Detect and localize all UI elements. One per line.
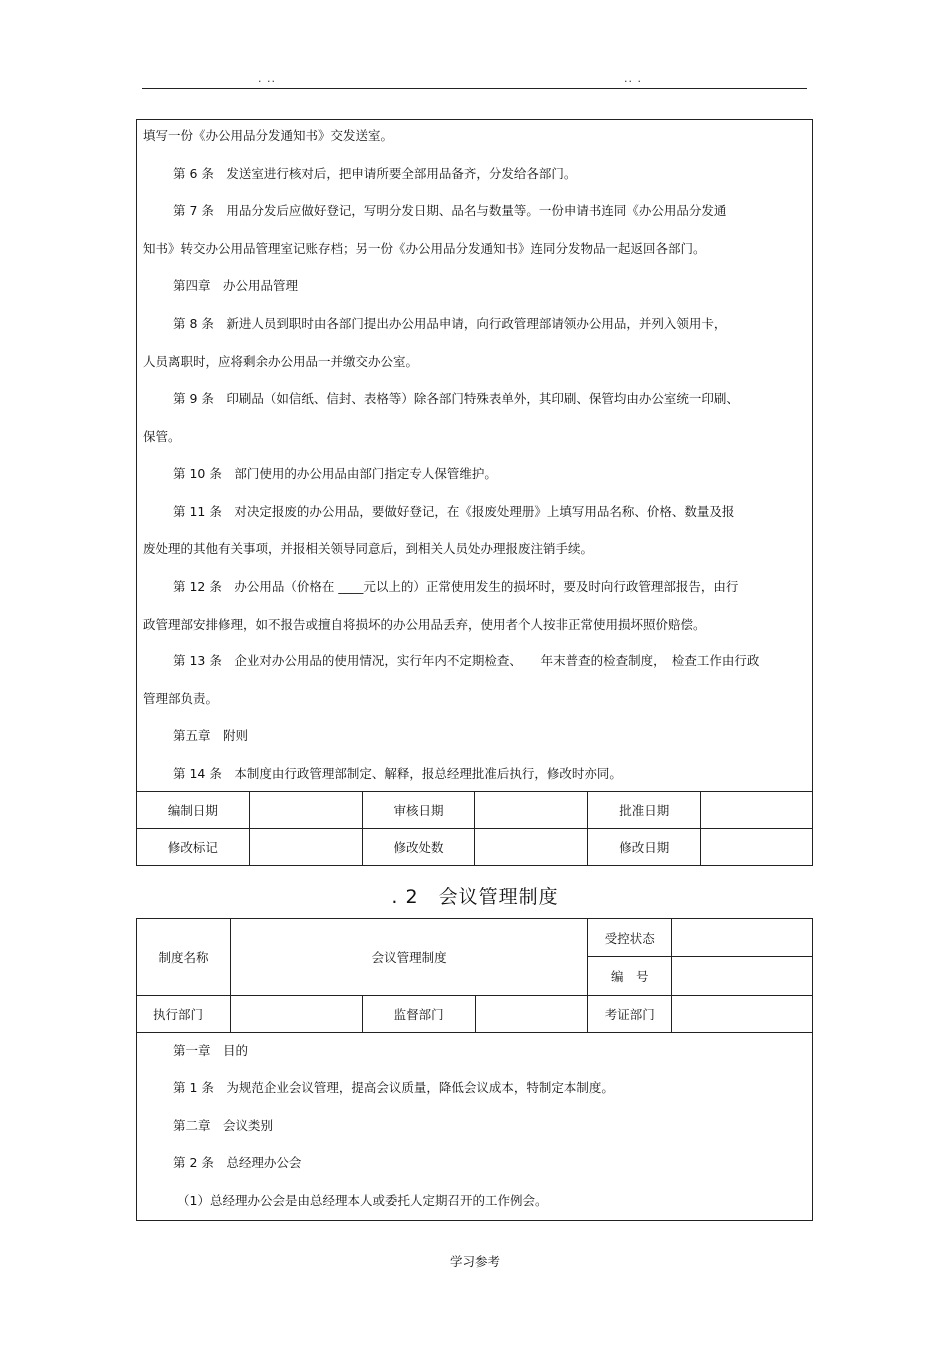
revision-count-value [475,829,588,866]
rule-name-label: 制度名称 [137,919,231,996]
rule-line: 第 11 条 对决定报废的办公用品，要做好登记，在《报废处理册》上填写用品名称、价格、数量及报 [173,504,735,519]
rule-line: 第 7 条 用品分发后应做好登记，写明分发日期、品名与数量等。一份申请书连同《办公用品分发通 [173,203,727,218]
section-title: . 2 会议管理制度 [391,886,559,908]
rule-line: 第 1 条 为规范企业会议管理，提高会议质量，降低会议成本，特制定本制度。 [173,1080,614,1095]
revision-count-label: 修改处数 [362,829,475,866]
rule-line: （1）总经理办公会是由总经理本人或委托人定期召开的工作例会。 [177,1193,548,1208]
supervise-dept-label: 监督部门 [362,996,475,1033]
rule-line: 保管。 [143,429,181,444]
rule-line: 第 9 条 印刷品（如信纸、信封、表格等）除各部门特殊表单外，其印刷、保管均由办公室统一印刷、 [173,391,739,406]
revision-mark-value [249,829,362,866]
chapter-heading: 第四章 办公用品管理 [173,278,299,293]
page-footer: 学习参考 [449,1254,500,1269]
rule-name-value: 会议管理制度 [230,919,587,996]
rule-line: 第 12 条 办公用品（价格在 ____元以上的）正常使用发生的损坏时，要及时向行政管理部报告，由行 [173,579,739,594]
chapter-heading: 第二章 会议类别 [173,1118,274,1133]
review-date-value [475,792,588,829]
rule-line: 第 6 条 发送室进行核对后，把申请所要全部用品备齐，分发给各部门。 [173,166,577,181]
rule-line: 第 14 条 本制度由行政管理部制定、解释，报总经理批准后执行，修改时亦同。 [173,766,622,781]
exec-dept-value [230,996,362,1033]
revision-date-label: 修改日期 [588,829,701,866]
header-marks-right: .. . [624,72,642,85]
exec-dept-label: 执行部门 [137,996,231,1033]
rule-line: 第 10 条 部门使用的办公用品由部门指定专人保管维护。 [173,466,497,481]
doc-number-value [672,957,813,996]
approve-date-value [701,792,813,829]
verify-dept-label: 考证部门 [588,996,672,1033]
compile-date-value [249,792,362,829]
rule-line: 废处理的其他有关事项，并报相关领导同意后，到相关人员处办理报废注销手续。 [143,541,594,556]
rule-line: 知书》转交办公用品管理室记账存档；另一份《办公用品分发通知书》连同分发物品一起返回各部门。 [143,241,706,256]
compile-date-label: 编制日期 [137,792,250,829]
control-status-value [672,919,813,957]
chapter-heading: 第五章 附则 [173,728,249,743]
office-supplies-rules-box [136,119,813,866]
verify-dept-value [672,996,813,1033]
approve-date-label: 批准日期 [588,792,701,829]
revision-date-value [701,829,813,866]
revision-mark-label: 修改标记 [137,829,250,866]
rule-line: 填写一份《办公用品分发通知书》交发送室。 [143,128,394,143]
rule-line: 人员离职时，应将剩余办公用品一并缴交办公室。 [143,354,419,369]
rule-line: 第 2 条 总经理办公会 [173,1155,302,1170]
signoff-table [136,791,813,866]
meeting-rules-box [136,1031,813,1221]
doc-number-label: 编 号 [588,957,672,996]
control-status-label: 受控状态 [588,919,672,957]
rule-line: 政管理部安排修理，如不报告或擅自将损坏的办公用品丢弃，使用者个人按非正常使用损坏照价赔偿。 [143,617,706,632]
rule-line: 管理部负责。 [143,691,219,706]
meeting-rules-header-table [136,918,813,1033]
review-date-label: 审核日期 [362,792,475,829]
rule-line: 第 13 条 企业对办公用品的使用情况，实行年内不定期检查、 年末普查的检查制度， 检查工作由行政 [173,653,760,668]
header-marks-left: . .. [258,72,276,85]
rule-line: 第 8 条 新进人员到职时由各部门提出办公用品申请，向行政管理部请领办公用品，并列入领用卡， [173,316,727,331]
chapter-heading: 第一章 目的 [173,1043,249,1058]
supervise-dept-value [475,996,588,1033]
header-rule [142,88,807,89]
